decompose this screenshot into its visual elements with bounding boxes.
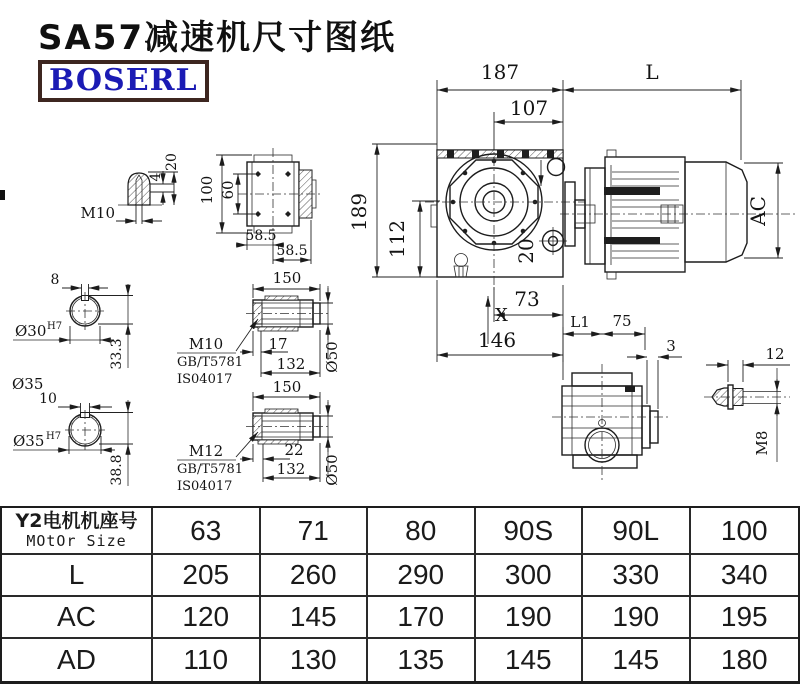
row-AD-v0: 110 xyxy=(153,639,261,681)
table-header-motor-size xyxy=(2,508,153,555)
plug-detail-view xyxy=(81,153,180,224)
row-L-v1: 260 xyxy=(261,555,369,597)
callout-std2-b: IS04017 xyxy=(177,479,233,494)
label-shaft-dia: Ø35 xyxy=(12,375,44,393)
col-80: 80 xyxy=(368,508,476,555)
callout-std1-b: GB/T5781 xyxy=(177,462,244,477)
row-AC-v5: 195 xyxy=(691,597,799,639)
dim-bore-a: Ø30 xyxy=(15,322,47,340)
dim-AC: AC xyxy=(746,196,770,226)
dim-189: 189 xyxy=(347,192,371,232)
dim-bore-a-tol: H7 xyxy=(47,321,63,332)
row-L-v2: 290 xyxy=(368,555,476,597)
dim-132-b: 132 xyxy=(276,460,306,478)
dim-33-3: 33.3 xyxy=(109,338,125,370)
col-63: 63 xyxy=(153,508,261,555)
row-AC-v4: 190 xyxy=(583,597,691,639)
dim-100: 100 xyxy=(198,175,216,205)
dim-60: 60 xyxy=(219,180,237,200)
row-AC-v0: 120 xyxy=(153,597,261,639)
dim-4: 4 xyxy=(148,172,164,182)
row-L-v3: 300 xyxy=(476,555,584,597)
dim-20: 20 xyxy=(514,238,538,264)
row-AC-v1: 145 xyxy=(261,597,369,639)
oil-plug xyxy=(454,254,468,278)
dim-dia50-a: Ø50 xyxy=(323,341,341,373)
gearbox-top-view xyxy=(198,148,322,264)
row-AD-v2: 135 xyxy=(368,639,476,681)
dim-75: 75 xyxy=(612,312,632,330)
dim-187: 187 xyxy=(480,60,520,84)
row-L-v5: 340 xyxy=(691,555,799,597)
callout-std2-a: IS04017 xyxy=(177,372,233,387)
row-AD-v3: 145 xyxy=(476,639,584,681)
dim-22: 22 xyxy=(284,441,304,459)
motor xyxy=(604,150,685,279)
dim-bore-b-tol: H7 xyxy=(46,431,62,442)
row-AD-v5: 180 xyxy=(691,639,799,681)
dim-58-5-a: 58.5 xyxy=(245,228,277,244)
dim-bore-b: Ø35 xyxy=(13,432,45,450)
dim-146: 146 xyxy=(477,328,517,352)
row-L-v0: 205 xyxy=(153,555,261,597)
row-AC-v2: 170 xyxy=(368,597,476,639)
dim-17: 17 xyxy=(268,335,288,353)
callout-std1-a: GB/T5781 xyxy=(177,355,244,370)
row-AD-v1: 130 xyxy=(261,639,369,681)
dim-3: 3 xyxy=(666,337,676,355)
dim-150-b: 150 xyxy=(272,378,302,396)
dim-X: X xyxy=(495,305,508,326)
dim-L1: L1 xyxy=(570,313,590,331)
dim-150-a: 150 xyxy=(272,269,302,287)
hollow-shaft-sleeve-b xyxy=(177,378,341,494)
table-header-en: MOtOr Size xyxy=(26,532,127,550)
bolt-detail-view xyxy=(704,345,790,462)
dim-132-a: 132 xyxy=(276,355,306,373)
dim-10: 10 xyxy=(39,391,57,407)
dim-L: L xyxy=(645,60,659,84)
page-title: SA57减速机尺寸图纸 xyxy=(38,18,397,58)
motor-size-table xyxy=(0,506,800,684)
col-90S: 90S xyxy=(476,508,584,555)
col-90L: 90L xyxy=(583,508,691,555)
row-AD-label: AD xyxy=(2,639,153,681)
fan-cover xyxy=(685,157,747,272)
dim-107: 107 xyxy=(509,96,549,120)
dim-73: 73 xyxy=(514,287,540,311)
callout-thread-b: M12 xyxy=(188,442,224,460)
row-AC-label: AC xyxy=(2,597,153,639)
dim-M10-plug: M10 xyxy=(80,204,115,222)
row-L-v4: 330 xyxy=(583,555,691,597)
row-AD-v4: 145 xyxy=(583,639,691,681)
dim-M8: M8 xyxy=(753,430,771,456)
dim-12: 12 xyxy=(765,345,785,363)
dim-dia50-b: Ø50 xyxy=(323,454,341,486)
gearbox-side-view xyxy=(552,312,682,480)
row-AC-v3: 190 xyxy=(476,597,584,639)
dim-58-5-b: 58.5 xyxy=(276,243,308,259)
col-71: 71 xyxy=(261,508,369,555)
dim-38-8: 38.8 xyxy=(109,454,125,486)
dim-20-plug: 20 xyxy=(164,153,180,171)
callout-thread-a: M10 xyxy=(188,335,224,353)
hollow-shaft-sleeve-a xyxy=(177,269,341,387)
dim-8: 8 xyxy=(50,272,60,288)
dim-112: 112 xyxy=(385,219,409,259)
bore-section-b xyxy=(13,391,133,486)
brand-logo-text: BOSERL xyxy=(49,63,198,98)
col-100: 100 xyxy=(691,508,799,555)
bore-section-a xyxy=(13,272,133,370)
table-header-cn: Y2电机机座号 xyxy=(15,510,138,532)
row-L-label: L xyxy=(2,555,153,597)
